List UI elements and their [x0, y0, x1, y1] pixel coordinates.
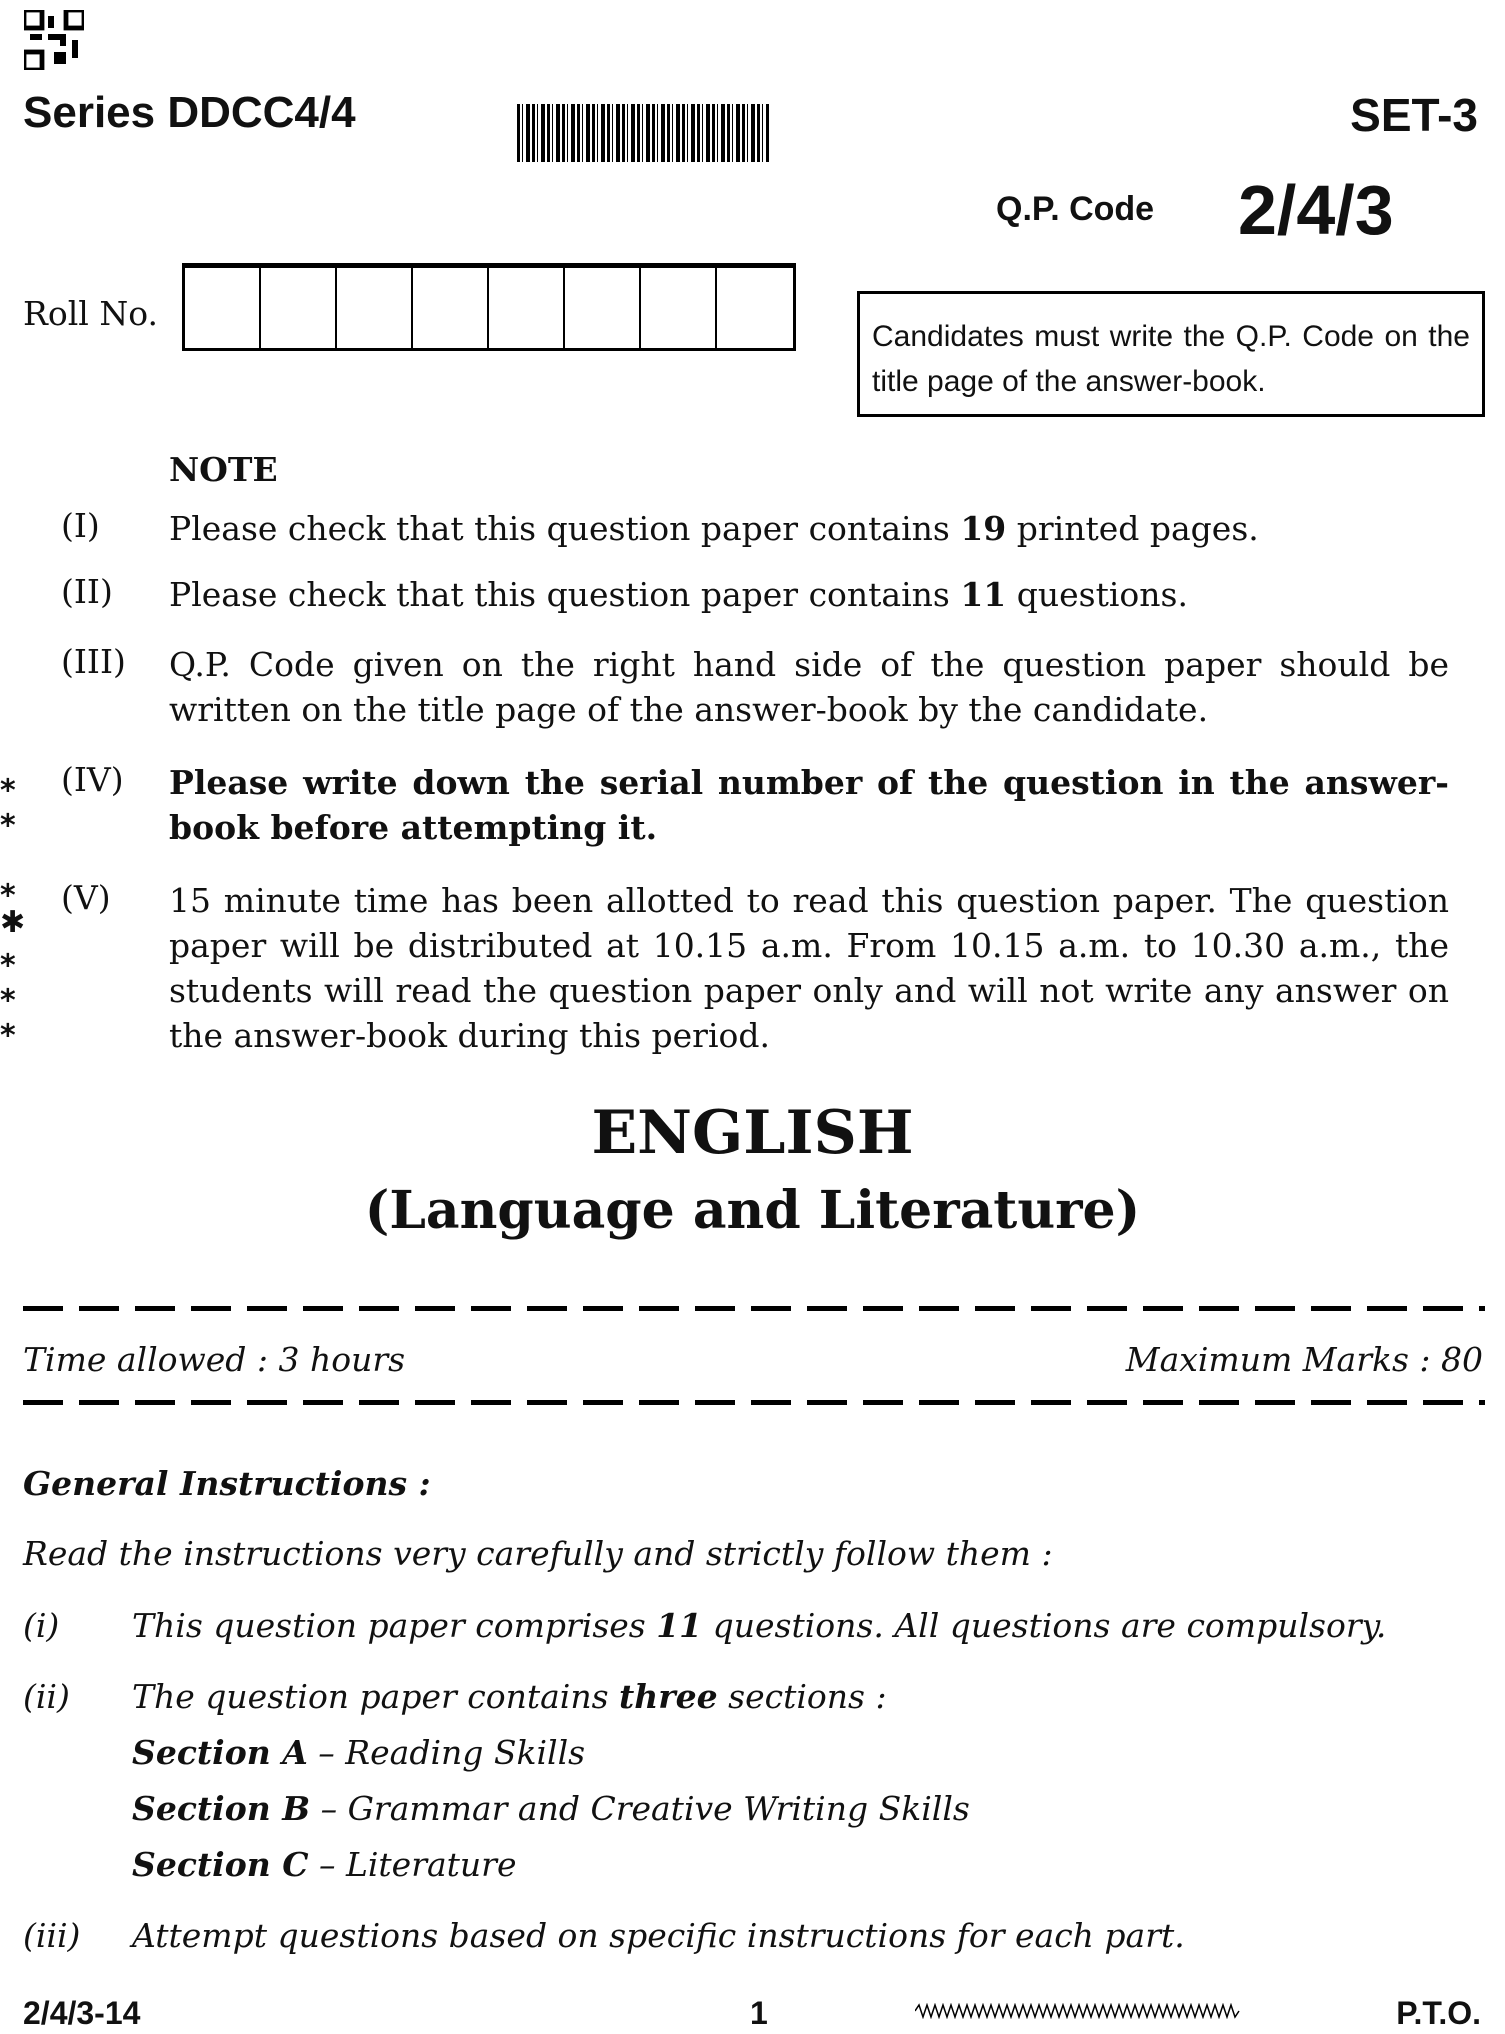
qp-code-label: Q.P. Code — [996, 190, 1155, 228]
asterisk-mark-icon: ⁎ ⁎ ⁎ ✱ ⁎ ⁎ ⁎ — [0, 765, 26, 1045]
candidates-note-box: Candidates must write the Q.P. Code on the title page of the answer-book. — [857, 291, 1485, 417]
note-num: (III) — [61, 642, 126, 681]
note-item-4: Please write down the serial number of the question in the answer-book before attempting it. — [169, 763, 1449, 847]
text: – Reading Skills — [307, 1733, 586, 1772]
footer-code: 2/4/3-14 — [23, 1995, 141, 2031]
section-a — [132, 1733, 585, 1772]
text: This question paper comprises — [132, 1606, 657, 1645]
divider — [23, 1306, 1485, 1311]
section-b — [132, 1789, 970, 1828]
note-num: (II) — [61, 572, 113, 611]
text: The question paper contains — [132, 1677, 620, 1716]
qp-code: 2/4/3 — [1238, 171, 1394, 249]
page-number: 1 — [750, 1995, 768, 2031]
set-label: SET-3 — [1350, 89, 1478, 141]
note-item-2 — [169, 572, 1449, 617]
text: 11 — [656, 1606, 703, 1645]
pto-label: P.T.O. — [1396, 1995, 1481, 2031]
text: Please check that this question paper contains — [169, 509, 961, 548]
instr-num: (ii) — [23, 1677, 70, 1716]
text: sections : — [717, 1677, 887, 1716]
barcode — [517, 104, 769, 162]
text: 19 — [960, 509, 1007, 548]
roll-no-label: Roll No. — [23, 294, 158, 333]
text: – Literature — [308, 1845, 517, 1884]
series-label: Series DDCC4/4 — [23, 88, 356, 137]
note-num: (I) — [61, 506, 100, 545]
text: questions. All questions are compulsory. — [702, 1606, 1387, 1645]
instr-num: (i) — [23, 1606, 60, 1645]
instr-num: (iii) — [23, 1916, 81, 1955]
subject-title: ENGLISH — [591, 1098, 914, 1168]
text: Section C — [132, 1845, 309, 1884]
instruction-ii — [132, 1677, 887, 1716]
divider — [23, 1400, 1485, 1405]
instruction-iii: Attempt questions based on specific instructions for each part. — [132, 1916, 1185, 1955]
note-num: (IV) — [61, 760, 124, 799]
wavy-line-icon — [915, 2003, 1245, 2019]
text: printed pages. — [1006, 509, 1259, 548]
section-c — [132, 1845, 516, 1884]
text: Section B — [132, 1789, 311, 1828]
general-instructions-title: General Instructions : — [23, 1464, 431, 1503]
text: three — [619, 1677, 718, 1716]
text: Section A — [132, 1733, 308, 1772]
text: questions. — [1006, 575, 1188, 614]
instructions-intro: Read the instructions very carefully and strictly follow them : — [23, 1534, 1053, 1573]
note-num: (V) — [61, 878, 111, 917]
text: 11 — [960, 575, 1007, 614]
roll-no-boxes[interactable] — [182, 263, 796, 351]
subject-subtitle: (Language and Literature) — [364, 1180, 1141, 1241]
note-item-3: Q.P. Code given on the right hand side of the question paper should be written on the title page of the answer-book by the candidate. — [169, 645, 1449, 729]
note-title: NOTE — [169, 450, 278, 489]
note-item-5: 15 minute time has been allotted to read this question paper. The question paper will be distributed at 10.15 a.m. From 10.15 a.m. to 10.30 a.m., the students will read the question paper only and will not write any answer on the answer-book during this period. — [169, 881, 1449, 1055]
text: Please check that this question paper contains — [169, 575, 961, 614]
time-allowed: Time allowed : 3 hours — [23, 1340, 406, 1379]
note-item-1 — [169, 506, 1449, 551]
instruction-i — [132, 1606, 1386, 1645]
maximum-marks: Maximum Marks : 80 — [1125, 1340, 1483, 1379]
text: – Grammar and Creative Writing Skills — [310, 1789, 970, 1828]
qr-code — [24, 10, 84, 70]
